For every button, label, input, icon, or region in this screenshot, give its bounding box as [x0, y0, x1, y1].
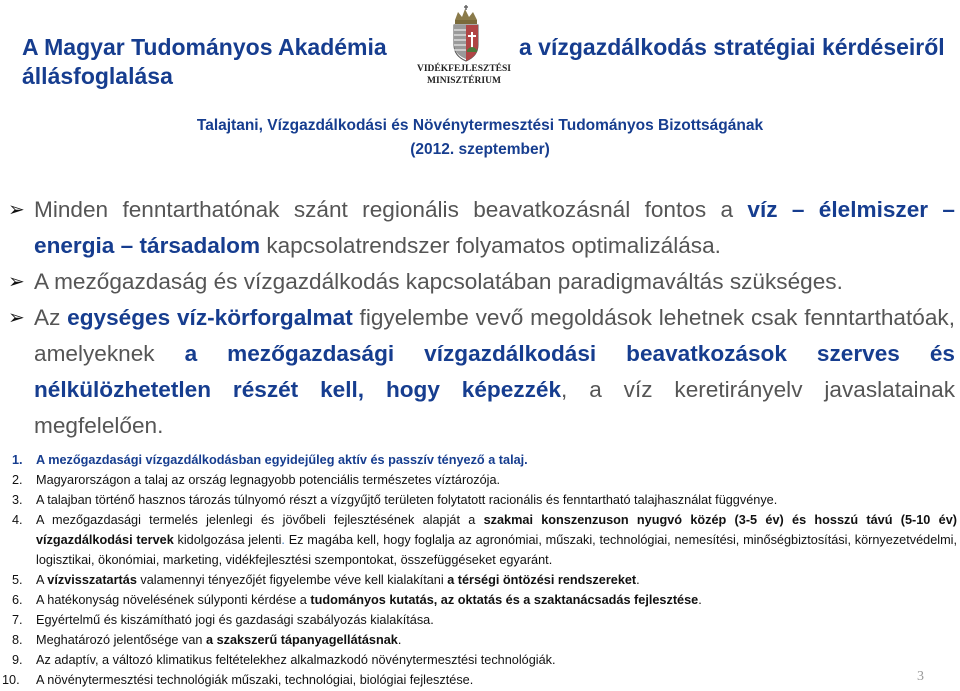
item-text: A talajban történő hasznos tározás túlnyomó részt a vízgyűjtő területen folytatott racionális és fenntartható talajhasználat függvénye. — [36, 493, 778, 507]
item-text: A — [36, 573, 48, 587]
item-number: 10. — [2, 673, 20, 687]
list-item — [12, 470, 957, 490]
bullet-emphasis: egységes víz-körforgalmat — [67, 305, 353, 330]
item-text: A mezőgazdasági vízgazdálkodásban egyidejűleg aktív és passzív tényező a talaj. — [36, 453, 528, 467]
bullet-item — [10, 300, 955, 444]
list-item — [12, 590, 957, 610]
item-number: 6. — [12, 593, 23, 607]
item-text: A növénytermesztési technológiák műszaki, technológiai, biológiai fejlesztése. — [36, 673, 474, 687]
item-emphasis: vízvisszatartás — [47, 573, 137, 587]
item-text: . — [281, 533, 285, 547]
list-item — [2, 670, 957, 690]
page-number: 3 — [917, 669, 924, 684]
item-text: Egyértelmű és kiszámítható jogi és gazdasági szabályozás kialakítása. — [36, 613, 434, 627]
arrowhead-bullet-icon: ➢ — [8, 199, 25, 221]
list-item — [12, 610, 957, 630]
bullet-item — [10, 192, 955, 264]
item-number: 3. — [12, 493, 23, 507]
item-number: 9. — [12, 653, 23, 667]
logo-line-1: VIDÉKFEJLESZTÉSI — [417, 64, 511, 74]
bullet-text: kapcsolatrendszer folyamatos optimalizálása. — [260, 233, 721, 258]
bullet-text: A mezőgazdaság és vízgazdálkodás kapcsolatában paradigmaváltás szükséges. — [34, 269, 843, 294]
arrowhead-bullet-icon: ➢ — [8, 271, 25, 293]
ministry-logo-text — [412, 63, 516, 87]
item-text: Az adaptív, a változó klimatikus feltételekhez alkalmazkodó növénytermesztési technológiák. — [36, 653, 556, 667]
bullet-emphasis: víz – élelmiszer – energia – társadalom — [34, 197, 955, 258]
item-emphasis: a szakszerű tápanyagellátásnak — [206, 633, 398, 647]
list-item — [12, 630, 957, 650]
bullet-text: Minden fenntarthatónak szánt regionális beavatkozásnál fontos a — [34, 197, 748, 222]
item-number: 8. — [12, 633, 23, 647]
item-text: Meghatározó jelentősége van — [36, 633, 206, 647]
item-text: . — [698, 593, 702, 607]
item-text: valamennyi tényezőjét figyelembe véve kell kialakítani — [136, 573, 448, 587]
bullet-text: figyelembe vevő megoldások lehetnek csak fenntarthatóak, amelyeknek — [34, 305, 955, 366]
committee-heading — [0, 114, 960, 162]
item-text: Magyarországon a talaj az ország legnagyobb potenciális természetes víztározója. — [36, 473, 501, 487]
item-text: Ez magába kell, hogy foglalja az agronómiai, műszaki, technológiai, nemesítési, minőségbiztosítási, környezetvédelmi, logisztikai, ökonómiai, marketing, vidékfejlesztési szempontokat, összefüggéseket egyaránt. — [36, 533, 957, 567]
committee-date: (2012. szeptember) — [410, 141, 550, 158]
committee-name: Talajtani, Vízgazdálkodási és Növénytermesztési Tudományos Bizottságának — [196, 117, 764, 134]
item-text: . — [397, 633, 402, 647]
item-number: 4. — [12, 513, 23, 527]
item-text: A hatékonyság növelésének súlyponti kérdése a — [36, 593, 311, 607]
item-number: 2. — [12, 473, 23, 487]
item-emphasis: szakmai konszenzuson nyugvó közép (3-5 év) és hosszú távú (5-10 év) vízgazdálkodási tervek — [36, 513, 957, 547]
item-text: . — [636, 573, 640, 587]
page-title-right: a vízgazdálkodás stratégiai kérdéseiről — [519, 34, 945, 60]
item-number: 1. — [12, 453, 23, 467]
item-text: kidolgozása jelenti — [173, 533, 282, 547]
list-item — [12, 450, 957, 470]
item-emphasis: a térségi öntözési rendszereket — [447, 573, 637, 587]
list-item — [12, 490, 957, 510]
item-number: 5. — [12, 573, 23, 587]
arrowhead-bullet-icon: ➢ — [8, 307, 25, 329]
numbered-list — [2, 450, 957, 690]
item-text: A mezőgazdasági termelés jelenlegi és jövőbeli fejlesztésének alapját a — [36, 513, 484, 527]
item-emphasis: tudományos kutatás, az oktatás és a szaktanácsadás fejlesztése — [310, 593, 699, 607]
bullet-text: Az — [34, 305, 68, 330]
bullet-item — [10, 264, 955, 300]
key-statements — [10, 192, 955, 444]
bullet-emphasis: a mezőgazdasági vízgazdálkodási beavatkozások szerves és nélkülözhetetlen részét kell, hogy képezzék — [34, 341, 955, 402]
list-item — [12, 650, 957, 670]
list-item — [12, 570, 957, 590]
page-title-left: A Magyar Tudományos Akadémia állásfoglalása — [22, 34, 387, 89]
logo-line-2: MINISZTÉRIUM — [427, 76, 501, 86]
item-number: 7. — [12, 613, 23, 627]
list-item — [12, 510, 957, 570]
bullet-text: , a víz keretirányelv javaslatainak megfelelően. — [34, 377, 955, 438]
